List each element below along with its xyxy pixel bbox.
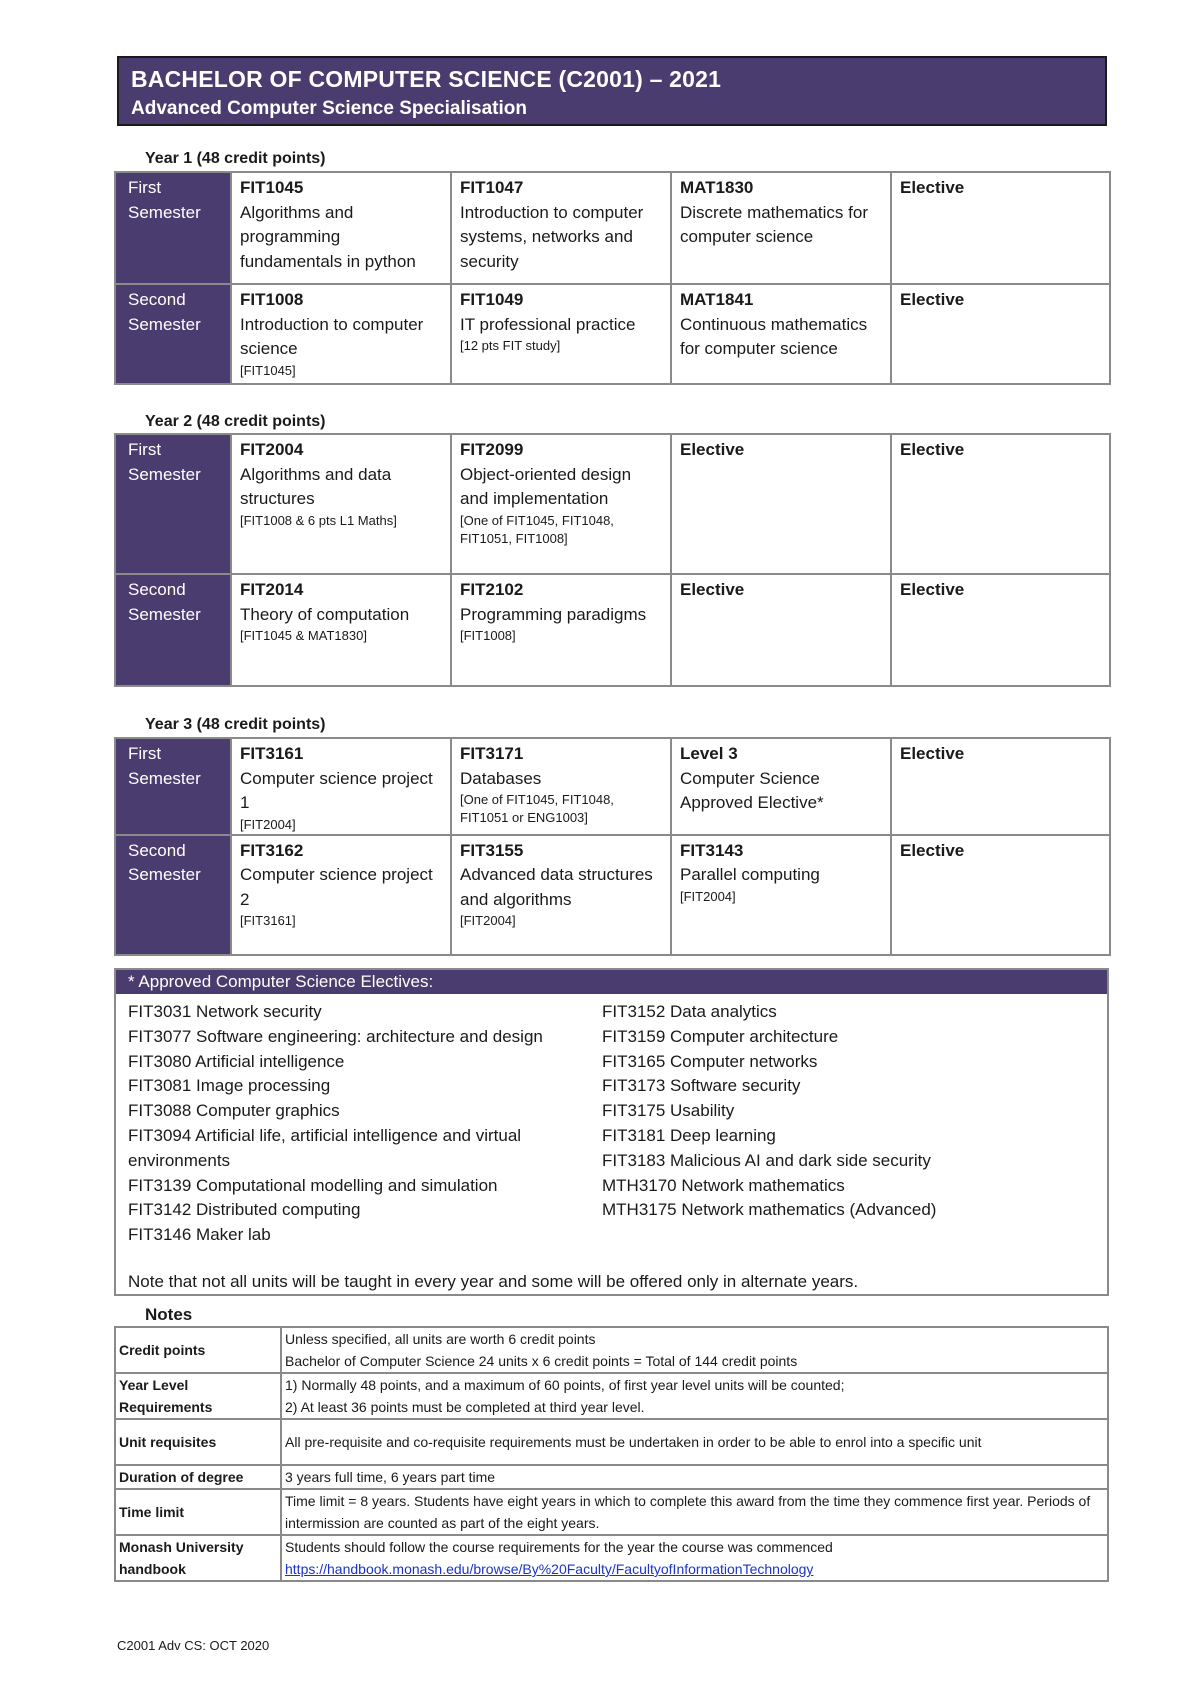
unit-cell — [451, 172, 671, 284]
unit-code: FIT1045 — [240, 178, 304, 197]
unit-cell — [231, 172, 451, 284]
elective-unit: FIT3175 Usability — [602, 1101, 735, 1121]
unit-cell — [891, 738, 1110, 835]
elective-unit: FIT3088 Computer graphics — [128, 1101, 340, 1121]
unit-cell — [671, 574, 891, 686]
unit-prerequisite: [FIT2004] — [460, 913, 516, 928]
unit-prerequisite: [12 pts FIT study] — [460, 338, 561, 353]
unit-code: FIT3161 — [240, 744, 304, 763]
unit-cell — [451, 574, 671, 686]
elective-unit: MTH3175 Network mathematics (Advanced) — [602, 1200, 937, 1220]
notes-row — [115, 1373, 1108, 1419]
semester-row — [115, 172, 1110, 284]
unit-cell — [891, 172, 1110, 284]
notes-row — [115, 1535, 1108, 1581]
unit-code: FIT2014 — [240, 580, 304, 599]
year-plan-table — [114, 433, 1111, 687]
approved-electives-box — [114, 968, 1109, 1296]
semester-label: First Semester — [115, 434, 231, 574]
elective-unit: FIT3080 Artificial intelligence — [128, 1051, 345, 1071]
unit-cell — [891, 835, 1110, 955]
elective-unit: environments — [128, 1150, 231, 1170]
notes-label: Time limit — [115, 1489, 281, 1535]
document-subtitle: Advanced Computer Science Specialisation — [131, 98, 527, 119]
unit-title: Discrete mathematics for computer science — [680, 202, 868, 246]
unit-cell — [671, 835, 891, 955]
unit-cell — [451, 284, 671, 384]
document-header — [117, 56, 1107, 126]
electives-left-column — [128, 1000, 543, 1248]
unit-prerequisite: [FIT2004] — [240, 816, 296, 832]
unit-cell — [891, 434, 1110, 574]
unit-title: Advanced data structures and algorithms — [460, 865, 653, 909]
notes-value — [281, 1373, 1108, 1419]
elective-unit: FIT3081 Image processing — [128, 1076, 331, 1096]
notes-title: Notes — [145, 1305, 193, 1324]
unit-title: Continuous mathematics for computer science — [680, 314, 868, 358]
unit-title: Algorithms and programming fundamentals in python — [240, 202, 416, 271]
semester-label: First Semester — [115, 738, 231, 835]
unit-cell — [671, 434, 891, 574]
unit-cell — [451, 738, 671, 835]
unit-code: Elective — [900, 290, 965, 309]
notes-label: Credit points — [115, 1327, 281, 1373]
unit-code: FIT2099 — [460, 440, 524, 459]
elective-unit: FIT3146 Maker lab — [128, 1225, 271, 1245]
unit-code: FIT3143 — [680, 840, 744, 860]
semester-row — [115, 574, 1110, 686]
elective-unit: FIT3165 Computer networks — [602, 1051, 818, 1071]
notes-value — [281, 1419, 1108, 1465]
notes-label: Monash University handbook — [115, 1535, 281, 1581]
unit-cell — [671, 172, 891, 284]
unit-code: Elective — [900, 178, 965, 197]
unit-prerequisite: [FIT3161] — [240, 913, 296, 928]
semester-row — [115, 284, 1110, 384]
elective-unit: FIT3031 Network security — [128, 1002, 322, 1021]
unit-title: Introduction to computer science — [240, 314, 424, 358]
unit-prerequisite: [FIT1008 & 6 pts L1 Maths] — [240, 512, 397, 528]
notes-value — [281, 1489, 1108, 1535]
notes-line: Students should follow the course requirements for the year the course was commenced — [285, 1539, 833, 1555]
notes-value — [281, 1465, 1108, 1489]
year-plan-table — [114, 171, 1111, 385]
elective-unit: FIT3139 Computational modelling and simulation — [128, 1175, 498, 1195]
unit-cell — [451, 835, 671, 955]
unit-code: FIT1008 — [240, 290, 304, 309]
year-plan-table — [114, 737, 1111, 956]
unit-title: Programming paradigms — [460, 604, 647, 624]
unit-title: Computer Science Approved Elective* — [680, 768, 824, 812]
unit-code: Elective — [680, 440, 745, 459]
unit-prerequisite: [One of FIT1045, FIT1048, FIT1051, FIT1008] — [460, 512, 614, 546]
notes-row — [115, 1465, 1108, 1489]
unit-code: Elective — [900, 580, 965, 599]
unit-code: Elective — [900, 440, 965, 459]
notes-line: Unless specified, all units are worth 6 credit points — [285, 1331, 596, 1347]
notes-value — [281, 1327, 1108, 1373]
unit-cell — [231, 284, 451, 384]
notes-row — [115, 1489, 1108, 1535]
unit-prerequisite: [FIT1008] — [460, 628, 516, 643]
unit-cell — [671, 738, 891, 835]
elective-unit: MTH3170 Network mathematics — [602, 1175, 845, 1195]
unit-title: Algorithms and data structures — [240, 464, 392, 508]
footer-code: C2001 Adv CS: OCT 2020 — [117, 1638, 270, 1653]
notes-value — [281, 1535, 1108, 1581]
unit-code: Elective — [900, 744, 965, 763]
semester-row — [115, 835, 1110, 955]
elective-unit: FIT3142 Distributed computing — [128, 1200, 361, 1220]
unit-cell — [231, 738, 451, 835]
unit-code: FIT1049 — [460, 290, 524, 309]
unit-title: Theory of computation — [240, 604, 410, 624]
notes-row — [115, 1419, 1108, 1465]
year-title: Year 1 (48 credit points) — [145, 150, 326, 167]
unit-prerequisite: [FIT2004] — [680, 888, 736, 904]
unit-cell — [231, 574, 451, 686]
unit-title: Parallel computing — [680, 865, 820, 884]
unit-cell — [891, 284, 1110, 384]
unit-cell — [891, 574, 1110, 686]
unit-code: FIT3171 — [460, 744, 524, 763]
unit-title: Introduction to computer systems, networks and security — [460, 202, 644, 271]
semester-label: Second Semester — [115, 835, 231, 955]
document-title: BACHELOR OF COMPUTER SCIENCE (C2001) – 2021 — [131, 66, 722, 92]
notes-label: Year Level Requirements — [115, 1373, 281, 1419]
unit-title: Computer science project 1 — [240, 768, 433, 812]
elective-unit: FIT3094 Artificial life, artificial intelligence and virtual — [128, 1125, 522, 1145]
notes-line: 3 years full time, 6 years part time — [285, 1469, 496, 1485]
unit-cell — [451, 434, 671, 574]
semester-label: Second Semester — [115, 284, 231, 384]
notes-line: 2) At least 36 points must be completed at third year level. — [285, 1399, 645, 1415]
elective-unit: FIT3077 Software engineering: architecture and design — [128, 1026, 543, 1046]
year-title: Year 3 (48 credit points) — [145, 716, 326, 733]
semester-row — [115, 434, 1110, 574]
handbook-link[interactable]: https://handbook.monash.edu/browse/By%20Faculty/FacultyofInformationTechnology — [285, 1561, 814, 1577]
unit-code: FIT2004 — [240, 440, 304, 459]
notes-table — [114, 1326, 1109, 1582]
unit-prerequisite: [One of FIT1045, FIT1048, FIT1051 or ENG1003] — [460, 792, 614, 825]
year-title: Year 2 (48 credit points) — [145, 413, 326, 430]
unit-code: Elective — [680, 580, 745, 599]
unit-prerequisite: [FIT1045 & MAT1830] — [240, 628, 367, 643]
notes-row — [115, 1327, 1108, 1373]
elective-unit: FIT3183 Malicious AI and dark side security — [602, 1150, 931, 1170]
notes-label: Duration of degree — [115, 1465, 281, 1489]
elective-unit: FIT3173 Software security — [602, 1076, 801, 1096]
unit-code: FIT2102 — [460, 580, 524, 599]
unit-title: Object-oriented design and implementation — [460, 464, 632, 508]
notes-line: 1) Normally 48 points, and a maximum of 60 points, of first year level units will be counted; — [285, 1377, 845, 1393]
unit-code: FIT3155 — [460, 840, 524, 860]
elective-unit: FIT3181 Deep learning — [602, 1125, 776, 1145]
semester-row — [115, 738, 1110, 835]
unit-code: FIT1047 — [460, 178, 524, 197]
unit-title: Databases — [460, 768, 542, 788]
unit-cell — [671, 284, 891, 384]
unit-cell — [231, 835, 451, 955]
unit-title: IT professional practice — [460, 314, 636, 334]
semester-label: First Semester — [115, 172, 231, 284]
electives-note: Note that not all units will be taught in every year and some will be offered only in alternate years. — [128, 1272, 859, 1291]
unit-prerequisite: [FIT1045] — [240, 362, 296, 378]
unit-code: FIT3162 — [240, 840, 304, 860]
unit-title: Computer science project 2 — [240, 865, 433, 909]
notes-label: Unit requisites — [115, 1419, 281, 1465]
unit-cell — [231, 434, 451, 574]
semester-label: Second Semester — [115, 574, 231, 686]
elective-unit: FIT3152 Data analytics — [602, 1002, 777, 1021]
electives-right-column — [602, 1000, 936, 1223]
electives-heading: * Approved Computer Science Electives: — [116, 970, 1107, 994]
unit-code: MAT1841 — [680, 290, 754, 309]
unit-code: Level 3 — [680, 744, 738, 763]
unit-code: MAT1830 — [680, 178, 754, 197]
notes-line: Bachelor of Computer Science 24 units x 6 credit points = Total of 144 credit points — [285, 1353, 798, 1369]
unit-code: Elective — [900, 840, 965, 860]
notes-line: All pre-requisite and co-requisite requirements must be undertaken in order to be able to enrol into a specific unit — [285, 1434, 982, 1450]
elective-unit: FIT3159 Computer architecture — [602, 1026, 839, 1046]
notes-line: Time limit = 8 years. Students have eight years in which to complete this award from the time they commence first year. Periods of intermission are counted as part of the eight years. — [285, 1493, 1091, 1531]
